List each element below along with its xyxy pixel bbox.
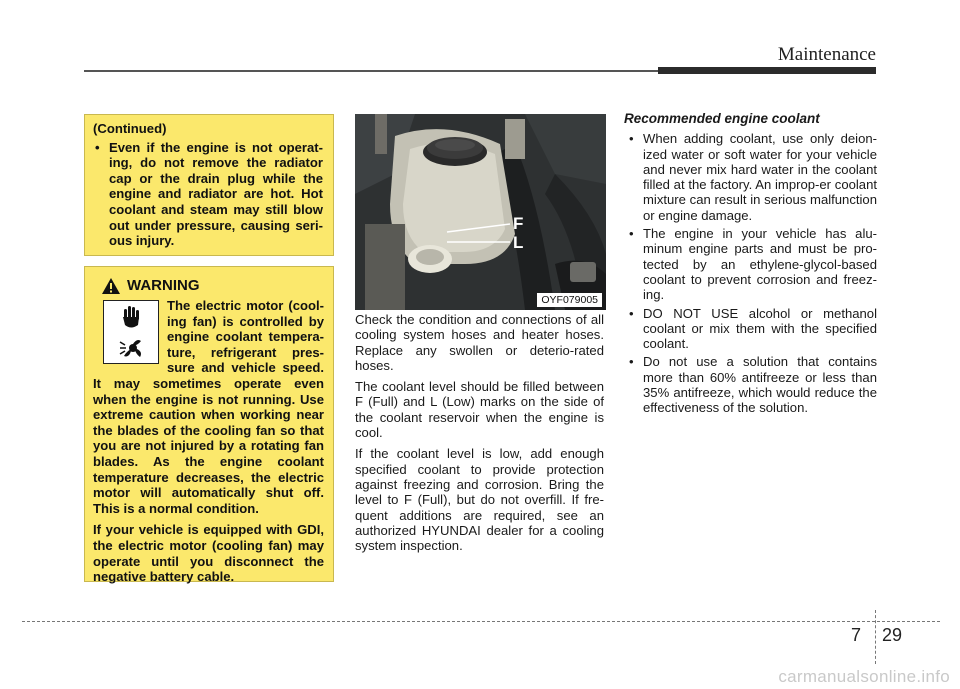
header-rule-thin <box>84 70 660 72</box>
warning-paragraph-2: If your vehicle is equipped with GDI, the electric motor (cooling fan) may operate until you disconnect the negative battery cable. <box>93 522 324 585</box>
body-paragraph-1: Check the condition and connections of all cooling system hoses and heater hoses. Replace any swollen or deterio-rated hoses. <box>355 312 604 373</box>
warning-triangle-icon <box>101 277 121 295</box>
recommended-bullet-text: The engine in your vehicle has alu-minum engine parts and must be pro-tected by an ethylene-glycol-based coolant to prevent corrosion and freez-ing. <box>643 226 877 303</box>
recommended-bullet-text: When adding coolant, use only deion-ized water or soft water for your vehicle and never mix hard water in the coolant filled at the factory. An improp-er coolant mixture can result in serious malfunction or engine damage. <box>643 131 877 223</box>
recommended-bullet <box>624 354 877 415</box>
photo-mark-low: L <box>513 233 524 252</box>
continued-bullet-text: Even if the engine is not operat-ing, do not remove the radiator cap or the drain plug while the engine and radiator are hot. Hot coolant and steam may still blow out under pressure, causing seri-ous injury. <box>109 139 323 249</box>
hazard-icon-box <box>103 300 159 364</box>
page-number: 29 <box>882 625 903 645</box>
recommended-bullet-text: Do not use a solution that contains more than 60% antifreeze or less than 35% antifreeze, which would reduce the effectiveness of the solution. <box>643 354 877 416</box>
photo-mark-full: F <box>513 214 524 233</box>
bullet-dot-icon: • <box>629 305 634 321</box>
body-paragraph-3: If the coolant level is low, add enough specified coolant to provide protection against freezing and corrosion. Bring the level to F (Full), but do not overfill. If fre-quent additions are required, see an authorized HYUNDAI dealer for a cooling system inspection. <box>355 446 604 554</box>
recommended-bullet <box>624 131 877 223</box>
warning-box <box>84 266 334 585</box>
warning-header <box>101 277 324 295</box>
recommended-bullet <box>624 306 877 352</box>
cooling-fan-hazard-icon <box>118 336 144 360</box>
continued-heading: (Continued) <box>93 121 167 136</box>
warning-paragraph-1: The electric motor (cool-ing fan) is controlled by engine coolant tempera-ture, refrigerant pres-sure and vehicle speed. It may sometimes operate even when the engine is not running. Use extreme caution when working near the blades of the cooling fan so that you are not injured by a rotating fan blades. As the engine coolant temperature decreases, the electric motor will automatically shut off. This is a normal condition. <box>93 298 324 516</box>
header-rule-thick <box>658 67 876 74</box>
coolant-body-text <box>355 312 604 559</box>
continued-bullet <box>93 140 323 249</box>
recommended-coolant-section <box>624 111 877 419</box>
page-chapter-number: 7 <box>851 625 862 645</box>
bullet-dot-icon: • <box>95 139 100 155</box>
body-paragraph-2: The coolant level should be filled between F (Full) and L (Low) marks on the side of the coolant reservoir when the engine is cool. <box>355 379 604 441</box>
engine-bay-illustration <box>355 114 606 310</box>
recommended-heading: Recommended engine coolant <box>624 111 820 126</box>
footer-dashed-divider <box>875 610 876 664</box>
photo-code-label: OYF079005 <box>537 293 602 307</box>
warning-title: WARNING <box>127 277 200 295</box>
coolant-reservoir-photo <box>355 114 606 310</box>
site-watermark: carmanualsonline.info <box>778 667 950 686</box>
bullet-dot-icon: • <box>629 354 634 370</box>
continued-caution-box <box>84 114 334 256</box>
recommended-bullet-text: DO NOT USE alcohol or methanol coolant or mix them with the specified coolant. <box>643 305 877 352</box>
hand-stop-icon <box>121 305 141 329</box>
recommended-bullet <box>624 226 877 302</box>
bullet-dot-icon: • <box>629 131 634 147</box>
section-title: Maintenance <box>777 44 876 65</box>
bullet-dot-icon: • <box>629 226 634 242</box>
footer-dashed-rule <box>22 621 940 622</box>
